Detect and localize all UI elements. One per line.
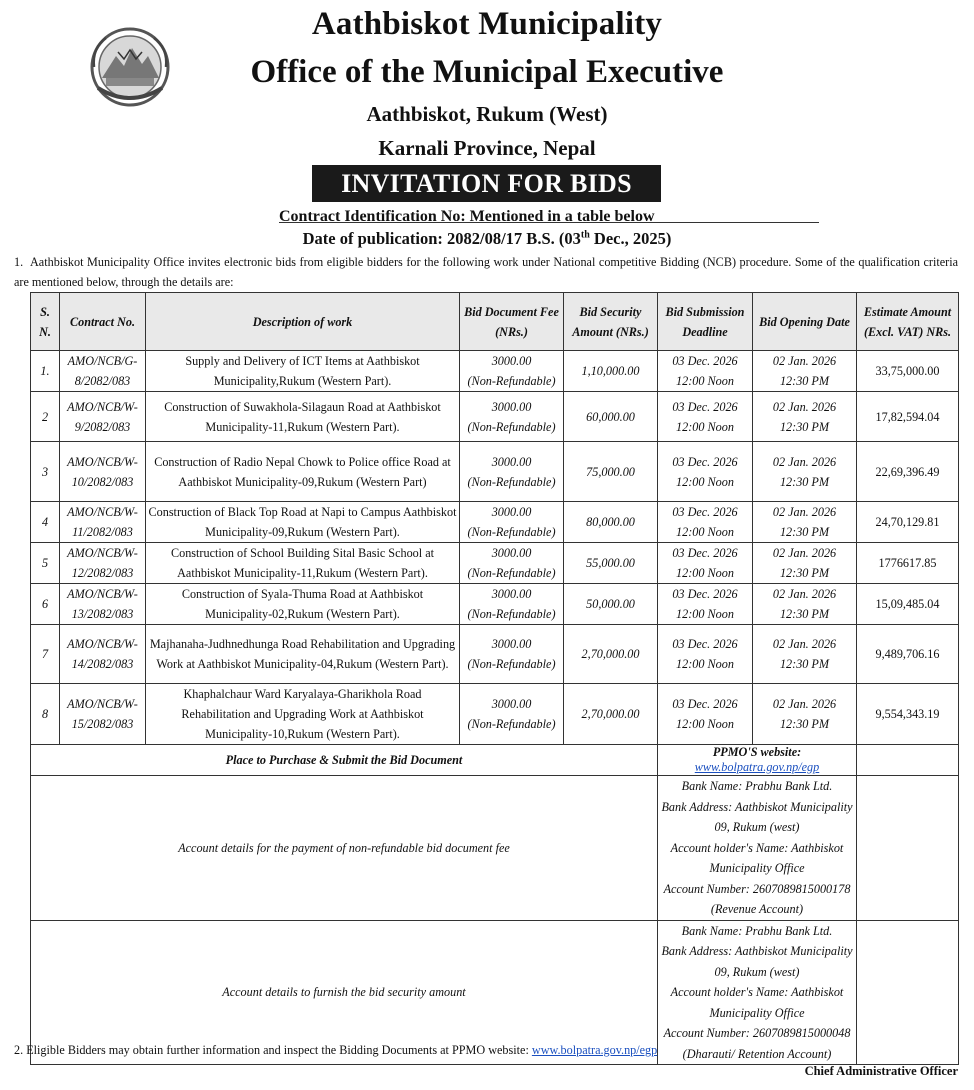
row-contract: AMO/NCB/W-13/2082/083 xyxy=(60,584,146,625)
row-deadline: 03 Dec. 2026 12:00 Noon xyxy=(658,351,753,392)
row-sn: 5 xyxy=(31,543,60,584)
row-sn: 4 xyxy=(31,502,60,543)
fee-account-label: Account details for the payment of non-refundable bid document fee xyxy=(31,776,658,921)
row-sn: 7 xyxy=(31,625,60,684)
row-security: 60,000.00 xyxy=(564,392,658,442)
row-contract: AMO/NCB/W-15/2082/083 xyxy=(60,684,146,745)
header-estimate: Estimate Amount (Excl. VAT) NRs. xyxy=(857,293,959,351)
row-opening: 02 Jan. 2026 12:30 PM xyxy=(753,502,857,543)
row-contract: AMO/NCB/W-12/2082/083 xyxy=(60,543,146,584)
publication-date: Date of publication: 2082/08/17 B.S. (03th Dec., 2025) xyxy=(302,229,672,248)
row-contract: AMO/NCB/W-11/2082/083 xyxy=(60,502,146,543)
row-security: 75,000.00 xyxy=(564,442,658,502)
table-row xyxy=(31,442,959,502)
row-contract: AMO/NCB/W-9/2082/083 xyxy=(60,392,146,442)
row-fee: 3000.00 (Non-Refundable) xyxy=(460,584,564,625)
further-info-paragraph: 2. Eligible Bidders may obtain further information and inspect the Bidding Documents at PPMO website: www.bolpatra.gov.np/egp xyxy=(14,1043,658,1057)
contract-identification: Contract Identification No: Mentioned in a table below xyxy=(279,208,655,225)
intro-paragraph: 1. Aathbiskot Municipality Office invites electronic bids from eligible bidders for the following work under National competitive Bidding (NCB) procedure. Some of the qualification criteria are mentioned below, through the details are: xyxy=(14,255,958,289)
row-estimate: 24,70,129.81 xyxy=(857,502,959,543)
bids-table xyxy=(30,292,959,1065)
table-row xyxy=(31,584,959,625)
row-security: 50,000.00 xyxy=(564,584,658,625)
row-opening: 02 Jan. 2026 12:30 PM xyxy=(753,543,857,584)
row-estimate: 9,554,343.19 xyxy=(857,684,959,745)
header-description: Description of work xyxy=(146,293,460,351)
row-fee: 3000.00 (Non-Refundable) xyxy=(460,392,564,442)
row-contract: AMO/NCB/G-8/2082/083 xyxy=(60,351,146,392)
contract-underline xyxy=(279,222,819,223)
row-deadline: 03 Dec. 2026 12:00 Noon xyxy=(658,625,753,684)
header-deadline: Bid Submission Deadline xyxy=(658,293,753,351)
table-row xyxy=(31,684,959,745)
row-opening: 02 Jan. 2026 12:30 PM xyxy=(753,684,857,745)
row-deadline: 03 Dec. 2026 12:00 Noon xyxy=(658,684,753,745)
row-description: Supply and Delivery of ICT Items at Aathbiskot Municipality,Rukum (Western Part). xyxy=(146,351,460,392)
row-description: Construction of Black Top Road at Napi to Campus Aathbiskot Municipality-09,Rukum (Western Part). xyxy=(146,502,460,543)
invitation-banner: INVITATION FOR BIDS xyxy=(312,165,661,202)
table-row xyxy=(31,625,959,684)
row-deadline: 03 Dec. 2026 12:00 Noon xyxy=(658,584,753,625)
row-estimate: 15,09,485.04 xyxy=(857,584,959,625)
table-row xyxy=(31,392,959,442)
row-deadline: 03 Dec. 2026 12:00 Noon xyxy=(658,392,753,442)
row-description: Majhanaha-Judhnedhunga Road Rehabilitation and Upgrading Work at Aathbiskot Municipality-04,Rukum (Western Part). xyxy=(146,625,460,684)
blank-cell xyxy=(857,745,959,776)
row-estimate: 9,489,706.16 xyxy=(857,625,959,684)
row-sn: 6 xyxy=(31,584,60,625)
ppmo-link[interactable]: www.bolpatra.gov.np/egp xyxy=(694,760,820,774)
row-sn: 1. xyxy=(31,351,60,392)
row-fee: 3000.00 (Non-Refundable) xyxy=(460,543,564,584)
row-fee: 3000.00 (Non-Refundable) xyxy=(460,442,564,502)
header-sn: S. N. xyxy=(31,293,60,351)
fee-account-details: Bank Name: Prabhu Bank Ltd. Bank Address: Aathbiskot Municipality 09, Rukum (west) Account holder's Name: Aathbiskot Municipality Office Account Number: 2607089815000178 (Revenue Account) xyxy=(658,776,857,921)
header-fee: Bid Document Fee (NRs.) xyxy=(460,293,564,351)
row-estimate: 1776617.85 xyxy=(857,543,959,584)
row-sn: 2 xyxy=(31,392,60,442)
blank-cell xyxy=(857,776,959,921)
signoff: Chief Administrative Officer xyxy=(804,1064,958,1078)
place-label: Place to Purchase & Submit the Bid Document xyxy=(31,745,658,776)
office-name: Office of the Municipal Executive xyxy=(250,54,724,90)
row-opening: 02 Jan. 2026 12:30 PM xyxy=(753,392,857,442)
row-deadline: 03 Dec. 2026 12:00 Noon xyxy=(658,502,753,543)
row-description: Construction of School Building Sital Basic School at Aathbiskot Municipality-11,Rukum (Western Part). xyxy=(146,543,460,584)
row-estimate: 17,82,594.04 xyxy=(857,392,959,442)
row-opening: 02 Jan. 2026 12:30 PM xyxy=(753,351,857,392)
row-security: 2,70,000.00 xyxy=(564,684,658,745)
row-security: 1,10,000.00 xyxy=(564,351,658,392)
table-row xyxy=(31,502,959,543)
ppmo-website: PPMO'S website: www.bolpatra.gov.np/egp xyxy=(658,745,857,776)
row-estimate: 33,75,000.00 xyxy=(857,351,959,392)
table-row xyxy=(31,351,959,392)
row-estimate: 22,69,396.49 xyxy=(857,442,959,502)
row-sn: 3 xyxy=(31,442,60,502)
row-description: Construction of Radio Nepal Chowk to Police office Road at Aathbiskot Municipality-09,Rukum (Western Part) xyxy=(146,442,460,502)
header-security: Bid Security Amount (NRs.) xyxy=(564,293,658,351)
municipality-name: Aathbiskot Municipality xyxy=(311,6,663,42)
table-row xyxy=(31,543,959,584)
row-fee: 3000.00 (Non-Refundable) xyxy=(460,625,564,684)
office-location: Aathbiskot, Rukum (West) xyxy=(366,102,608,126)
security-account-details: Bank Name: Prabhu Bank Ltd. Bank Address: Aathbiskot Municipality 09, Rukum (west) Account holder's Name: Aathbiskot Municipality Office Account Number: 2607089815000048 (Dharauti/ Retention Account) xyxy=(658,920,857,1065)
header-contract: Contract No. xyxy=(60,293,146,351)
row-description: Khaphalchaur Ward Karyalaya-Gharikhola Road Rehabilitation and Upgrading Work at Aathbiskot Municipality-10,Rukum (Western Part). xyxy=(146,684,460,745)
blank-cell xyxy=(857,920,959,1065)
row-security: 80,000.00 xyxy=(564,502,658,543)
row-fee: 3000.00 (Non-Refundable) xyxy=(460,502,564,543)
row-sn: 8 xyxy=(31,684,60,745)
row-opening: 02 Jan. 2026 12:30 PM xyxy=(753,625,857,684)
row-contract: AMO/NCB/W-14/2082/083 xyxy=(60,625,146,684)
row-security: 55,000.00 xyxy=(564,543,658,584)
row-security: 2,70,000.00 xyxy=(564,625,658,684)
row-fee: 3000.00 (Non-Refundable) xyxy=(460,684,564,745)
row-opening: 02 Jan. 2026 12:30 PM xyxy=(753,442,857,502)
row-description: Construction of Suwakhola-Silagaun Road at Aathbiskot Municipality-11,Rukum (Western Part). xyxy=(146,392,460,442)
row-deadline: 03 Dec. 2026 12:00 Noon xyxy=(658,442,753,502)
header-opening: Bid Opening Date xyxy=(753,293,857,351)
row-opening: 02 Jan. 2026 12:30 PM xyxy=(753,584,857,625)
security-account-label: Account details to furnish the bid security amount xyxy=(31,920,658,1065)
bolpatra-link[interactable]: www.bolpatra.gov.np/egp xyxy=(531,1043,658,1057)
row-fee: 3000.00 (Non-Refundable) xyxy=(460,351,564,392)
row-deadline: 03 Dec. 2026 12:00 Noon xyxy=(658,543,753,584)
row-contract: AMO/NCB/W-10/2082/083 xyxy=(60,442,146,502)
province-name: Karnali Province, Nepal xyxy=(378,136,596,160)
row-description: Construction of Syala-Thuma Road at Aathbiskot Municipality-02,Rukum (Western Part). xyxy=(146,584,460,625)
